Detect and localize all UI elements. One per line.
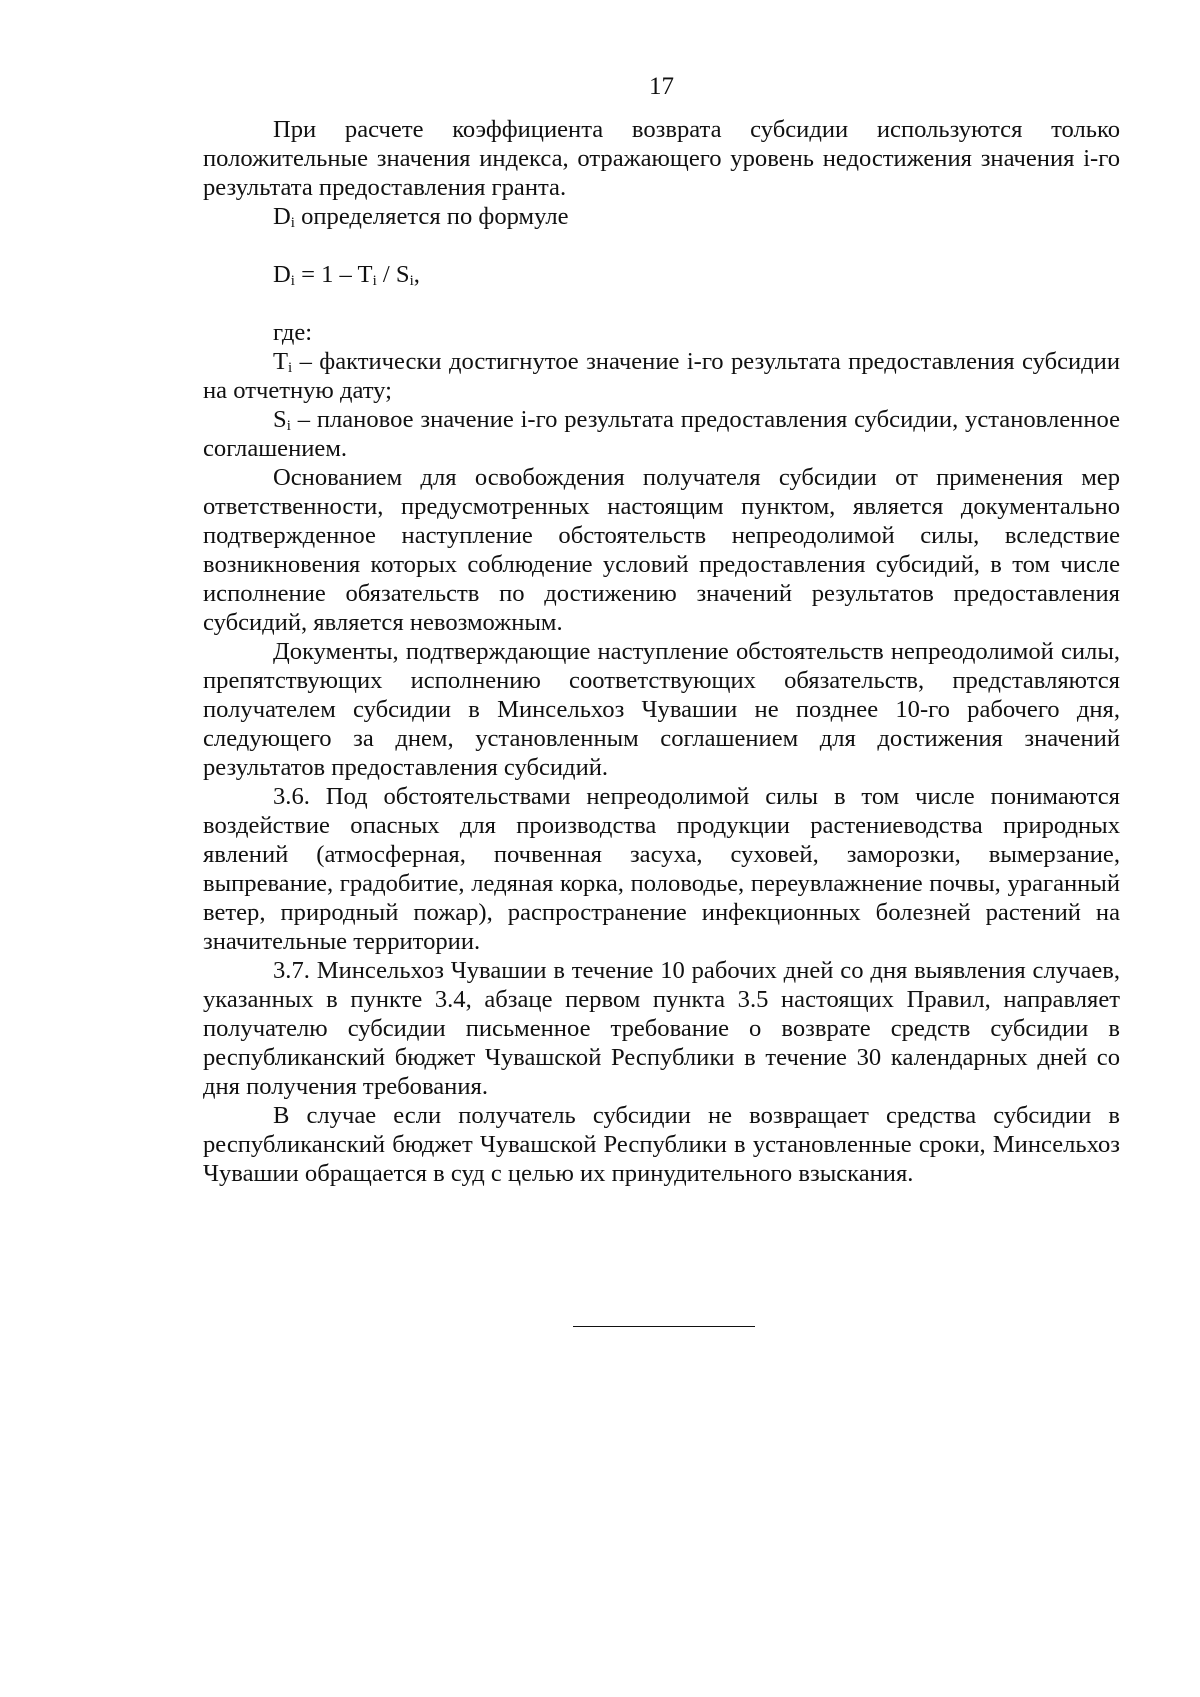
paragraph-formula-intro [203,202,1120,231]
closing-divider-line [573,1326,755,1327]
formula-t-subscript: i [372,273,377,289]
formula-intro-text: определяется по формуле [294,203,569,230]
formula-middle: = 1 – T [294,261,373,288]
formula-d-subscript: i [290,273,295,289]
paragraph-t-definition [203,347,1120,405]
paragraph-s-definition [203,405,1120,463]
formula-slash: / S [376,261,410,288]
t-definition-text: – фактически достигнутое значение i-го результата предоставления субсидии на отчетную дату; [203,348,1120,404]
formula [203,260,1120,289]
s-subscript: i [286,418,291,434]
s-definition-text: – плановое значение i-го результата предоставления субсидии, установленное соглашением. [203,406,1120,462]
t-subscript: i [288,360,293,376]
formula-end: , [413,261,420,288]
paragraph-section-3-6: 3.6. Под обстоятельствами непреодолимой силы в том числе понимаются воздействие опасных для производства продукции растениеводства природных явлений (атмосферная, почвенная засуха, суховей, заморозки, вымерзание, выпревание, градобитие, ледяная корка, половодье, переувлажнение почвы, ураганный ветер, природный пожар), распространение инфекционных болезней растений на значительные территории. [203,783,1120,955]
page-number: 17 [649,73,674,100]
paragraph-section-3-7: 3.7. Минсельхоз Чувашии в течение 10 рабочих дней со дня выявления случаев, указанных в пункте 3.4, абзаце первом пункта 3.5 настоящих Правил, направляет получателю субсидии письменное требование о возврате средств субсидии в республиканский бюджет Чувашской Республики в течение 30 календарных дней со дня получения требования. [203,957,1120,1100]
paragraph-refund-enforcement: В случае если получатель субсидии не возвращает средства субсидии в республиканский бюджет Чувашской Республики в установленные сроки, Минсельхоз Чувашии обращается в суд с целью их принудительного взыскания. [203,1102,1120,1187]
formula-d: D [273,261,291,288]
symbol-t: T [273,348,289,375]
paragraph-where: где: [273,319,313,346]
symbol-d: D [273,203,291,230]
paragraph-coefficient-note: При расчете коэффициента возврата субсидии используются только положительные значения индекса, отражающего уровень недостижения значения i-го результата предоставления гранта. [203,116,1120,201]
subscript-i: i [290,215,295,231]
paragraph-supporting-documents: Документы, подтверждающие наступление обстоятельств непреодолимой силы, препятствующих исполнению соответствующих обязательств, представляются получателем субсидии в Минсельхоз Чувашии не позднее 10-го рабочего дня, следующего за днем, установленным соглашением для достижения значений результатов предоставления субсидий. [203,638,1120,781]
document-body [203,115,1120,1188]
document-page [203,0,1120,1697]
paragraph-force-majeure-basis: Основанием для освобождения получателя субсидии от применения мер ответственности, предусмотренных настоящим пунктом, является документально подтвержденное наступление обстоятельств непреодолимой силы, вследствие возникновения которых соблюдение условий предоставления субсидий, в том числе исполнение обязательств по достижению значений результатов предоставления субсидий, является невозможным. [203,464,1120,636]
symbol-s: S [273,406,287,433]
formula-s-subscript: i [409,273,414,289]
